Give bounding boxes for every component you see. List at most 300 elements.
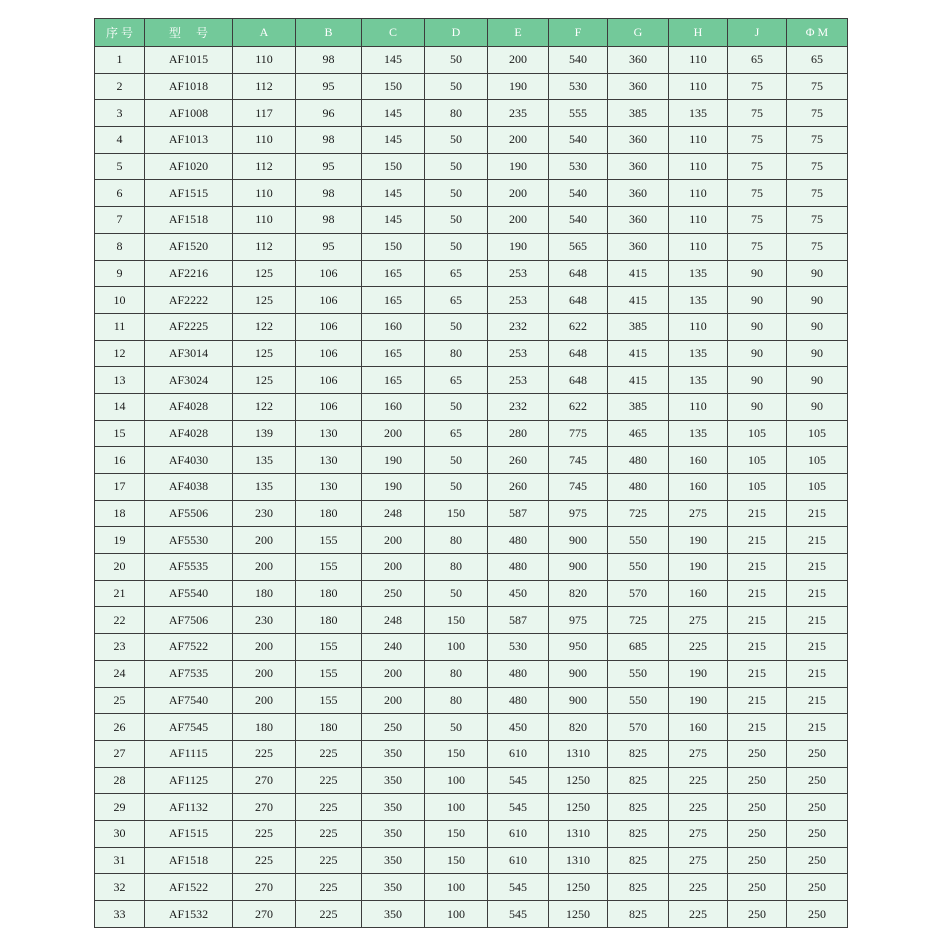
model-cell: AF4028 <box>145 393 233 420</box>
dimension-cell: 540 <box>549 207 608 234</box>
dimension-cell: 90 <box>787 287 848 314</box>
dimension-cell: 190 <box>488 73 549 100</box>
dimension-cell: 240 <box>362 634 425 661</box>
model-cell: AF1522 <box>145 874 233 901</box>
dimension-cell: 190 <box>669 660 728 687</box>
table-row <box>95 500 848 527</box>
dimension-cell: 215 <box>728 634 787 661</box>
table-row <box>95 687 848 714</box>
row-index-cell: 11 <box>95 313 145 340</box>
dimension-cell: 215 <box>728 607 787 634</box>
dimension-cell: 110 <box>233 47 296 74</box>
dimension-cell: 50 <box>425 180 488 207</box>
dimension-cell: 110 <box>233 180 296 207</box>
dimension-cell: 415 <box>608 340 669 367</box>
model-cell: AF3024 <box>145 367 233 394</box>
column-header: 型 号 <box>145 19 233 47</box>
dimension-cell: 110 <box>669 313 728 340</box>
dimension-cell: 230 <box>233 607 296 634</box>
dimension-cell: 50 <box>425 127 488 154</box>
dimension-cell: 180 <box>233 580 296 607</box>
dimension-cell: 275 <box>669 740 728 767</box>
dimension-cell: 275 <box>669 820 728 847</box>
dimension-cell: 50 <box>425 313 488 340</box>
dimension-cell: 160 <box>669 714 728 741</box>
dimension-cell: 225 <box>669 874 728 901</box>
dimension-cell: 190 <box>362 474 425 501</box>
dimension-cell: 145 <box>362 47 425 74</box>
model-cell: AF1015 <box>145 47 233 74</box>
dimension-cell: 232 <box>488 393 549 420</box>
row-index-cell: 8 <box>95 233 145 260</box>
dimension-cell: 65 <box>425 287 488 314</box>
dimension-cell: 775 <box>549 420 608 447</box>
dimension-cell: 190 <box>488 233 549 260</box>
row-index-cell: 23 <box>95 634 145 661</box>
dimension-cell: 90 <box>728 340 787 367</box>
row-index-cell: 17 <box>95 474 145 501</box>
dimension-cell: 110 <box>669 73 728 100</box>
dimension-cell: 110 <box>669 127 728 154</box>
dimension-cell: 648 <box>549 287 608 314</box>
row-index-cell: 16 <box>95 447 145 474</box>
model-cell: AF1532 <box>145 901 233 928</box>
model-cell: AF1013 <box>145 127 233 154</box>
dimension-cell: 215 <box>787 714 848 741</box>
model-cell: AF5535 <box>145 554 233 581</box>
dimension-cell: 275 <box>669 847 728 874</box>
dimension-cell: 145 <box>362 100 425 127</box>
dimension-cell: 545 <box>488 901 549 928</box>
dimension-cell: 745 <box>549 474 608 501</box>
column-header: A <box>233 19 296 47</box>
dimension-cell: 225 <box>296 740 362 767</box>
table-row <box>95 47 848 74</box>
dimension-cell: 225 <box>233 820 296 847</box>
table-row <box>95 527 848 554</box>
row-index-cell: 12 <box>95 340 145 367</box>
dimension-cell: 350 <box>362 794 425 821</box>
dimension-cell: 200 <box>233 527 296 554</box>
row-index-cell: 26 <box>95 714 145 741</box>
dimension-cell: 725 <box>608 500 669 527</box>
dimension-cell: 200 <box>488 207 549 234</box>
dimension-cell: 106 <box>296 260 362 287</box>
table-row <box>95 901 848 928</box>
dimension-cell: 825 <box>608 794 669 821</box>
dimension-cell: 648 <box>549 260 608 287</box>
dimension-cell: 200 <box>488 47 549 74</box>
dimension-cell: 225 <box>296 767 362 794</box>
table-row <box>95 607 848 634</box>
row-index-cell: 10 <box>95 287 145 314</box>
dimension-cell: 110 <box>669 153 728 180</box>
dimension-cell: 105 <box>728 447 787 474</box>
dimension-cell: 230 <box>233 500 296 527</box>
dimension-cell: 112 <box>233 73 296 100</box>
dimension-cell: 150 <box>362 153 425 180</box>
dimension-cell: 155 <box>296 634 362 661</box>
dimension-cell: 270 <box>233 901 296 928</box>
dimension-cell: 80 <box>425 687 488 714</box>
dimension-cell: 150 <box>425 740 488 767</box>
dimension-cell: 200 <box>233 634 296 661</box>
model-cell: AF7506 <box>145 607 233 634</box>
dimension-cell: 112 <box>233 233 296 260</box>
dimension-cell: 90 <box>787 367 848 394</box>
dimension-cell: 555 <box>549 100 608 127</box>
dimension-cell: 75 <box>728 127 787 154</box>
dimension-cell: 98 <box>296 47 362 74</box>
dimension-cell: 248 <box>362 500 425 527</box>
dimension-cell: 135 <box>669 420 728 447</box>
dimension-cell: 250 <box>362 714 425 741</box>
table-row <box>95 233 848 260</box>
dimension-cell: 160 <box>669 447 728 474</box>
dimension-cell: 260 <box>488 447 549 474</box>
table-row <box>95 474 848 501</box>
dimension-cell: 160 <box>669 580 728 607</box>
dimension-cell: 180 <box>233 714 296 741</box>
table-row <box>95 207 848 234</box>
row-index-cell: 13 <box>95 367 145 394</box>
dimension-cell: 80 <box>425 527 488 554</box>
model-cell: AF1115 <box>145 740 233 767</box>
dimension-cell: 130 <box>296 474 362 501</box>
model-cell: AF1008 <box>145 100 233 127</box>
dimension-cell: 100 <box>425 794 488 821</box>
model-cell: AF1515 <box>145 820 233 847</box>
dimension-cell: 350 <box>362 767 425 794</box>
dimension-cell: 622 <box>549 313 608 340</box>
table-row <box>95 580 848 607</box>
dimension-cell: 150 <box>425 607 488 634</box>
dimension-cell: 975 <box>549 500 608 527</box>
dimension-cell: 550 <box>608 527 669 554</box>
dimension-cell: 105 <box>728 474 787 501</box>
dimension-cell: 250 <box>728 820 787 847</box>
dimension-cell: 215 <box>787 660 848 687</box>
dimension-cell: 50 <box>425 580 488 607</box>
dimension-cell: 215 <box>728 580 787 607</box>
spec-table <box>94 18 848 928</box>
row-index-cell: 21 <box>95 580 145 607</box>
row-index-cell: 7 <box>95 207 145 234</box>
dimension-cell: 270 <box>233 794 296 821</box>
dimension-cell: 225 <box>296 874 362 901</box>
dimension-cell: 125 <box>233 367 296 394</box>
dimension-cell: 480 <box>488 554 549 581</box>
table-row <box>95 100 848 127</box>
dimension-cell: 215 <box>787 500 848 527</box>
dimension-cell: 480 <box>488 660 549 687</box>
dimension-cell: 75 <box>728 100 787 127</box>
dimension-cell: 350 <box>362 740 425 767</box>
dimension-cell: 110 <box>233 127 296 154</box>
dimension-cell: 80 <box>425 554 488 581</box>
dimension-cell: 225 <box>296 820 362 847</box>
table-row <box>95 287 848 314</box>
dimension-cell: 90 <box>787 393 848 420</box>
dimension-cell: 75 <box>787 100 848 127</box>
dimension-cell: 75 <box>728 207 787 234</box>
dimension-cell: 250 <box>787 874 848 901</box>
dimension-cell: 540 <box>549 127 608 154</box>
dimension-cell: 215 <box>787 634 848 661</box>
dimension-cell: 215 <box>728 660 787 687</box>
dimension-cell: 50 <box>425 393 488 420</box>
column-header: H <box>669 19 728 47</box>
table-row <box>95 447 848 474</box>
dimension-cell: 250 <box>787 820 848 847</box>
dimension-cell: 270 <box>233 874 296 901</box>
row-index-cell: 32 <box>95 874 145 901</box>
dimension-cell: 90 <box>728 313 787 340</box>
dimension-cell: 250 <box>787 740 848 767</box>
dimension-cell: 225 <box>669 767 728 794</box>
dimension-cell: 975 <box>549 607 608 634</box>
dimension-cell: 135 <box>669 260 728 287</box>
table-row <box>95 794 848 821</box>
dimension-cell: 360 <box>608 233 669 260</box>
table-row <box>95 180 848 207</box>
dimension-cell: 480 <box>488 527 549 554</box>
dimension-cell: 415 <box>608 367 669 394</box>
dimension-cell: 117 <box>233 100 296 127</box>
table-row <box>95 340 848 367</box>
dimension-cell: 215 <box>787 687 848 714</box>
dimension-cell: 80 <box>425 100 488 127</box>
dimension-cell: 253 <box>488 367 549 394</box>
dimension-cell: 50 <box>425 447 488 474</box>
row-index-cell: 27 <box>95 740 145 767</box>
dimension-cell: 225 <box>296 901 362 928</box>
dimension-cell: 65 <box>425 367 488 394</box>
table-row <box>95 767 848 794</box>
dimension-cell: 100 <box>425 634 488 661</box>
dimension-cell: 50 <box>425 714 488 741</box>
dimension-cell: 190 <box>669 687 728 714</box>
dimension-cell: 250 <box>728 794 787 821</box>
dimension-cell: 225 <box>669 901 728 928</box>
dimension-cell: 622 <box>549 393 608 420</box>
dimension-cell: 105 <box>787 474 848 501</box>
dimension-cell: 200 <box>233 554 296 581</box>
dimension-cell: 225 <box>669 794 728 821</box>
dimension-cell: 160 <box>362 313 425 340</box>
dimension-cell: 215 <box>728 500 787 527</box>
dimension-cell: 530 <box>549 153 608 180</box>
row-index-cell: 29 <box>95 794 145 821</box>
dimension-cell: 155 <box>296 527 362 554</box>
dimension-cell: 1250 <box>549 901 608 928</box>
dimension-cell: 248 <box>362 607 425 634</box>
model-cell: AF7545 <box>145 714 233 741</box>
row-index-cell: 1 <box>95 47 145 74</box>
dimension-cell: 275 <box>669 500 728 527</box>
dimension-cell: 200 <box>233 660 296 687</box>
dimension-cell: 540 <box>549 47 608 74</box>
dimension-cell: 150 <box>425 847 488 874</box>
dimension-cell: 50 <box>425 207 488 234</box>
table-row <box>95 740 848 767</box>
dimension-cell: 180 <box>296 500 362 527</box>
dimension-cell: 150 <box>425 820 488 847</box>
dimension-cell: 350 <box>362 847 425 874</box>
dimension-cell: 250 <box>362 580 425 607</box>
model-cell: AF3014 <box>145 340 233 367</box>
row-index-cell: 31 <box>95 847 145 874</box>
dimension-cell: 145 <box>362 127 425 154</box>
dimension-cell: 75 <box>787 207 848 234</box>
dimension-cell: 110 <box>669 180 728 207</box>
dimension-cell: 360 <box>608 47 669 74</box>
dimension-cell: 360 <box>608 153 669 180</box>
dimension-cell: 105 <box>728 420 787 447</box>
dimension-cell: 106 <box>296 340 362 367</box>
table-row <box>95 420 848 447</box>
dimension-cell: 150 <box>362 73 425 100</box>
dimension-cell: 1250 <box>549 874 608 901</box>
dimension-cell: 540 <box>549 180 608 207</box>
table-row <box>95 554 848 581</box>
dimension-cell: 165 <box>362 340 425 367</box>
dimension-cell: 95 <box>296 73 362 100</box>
dimension-cell: 225 <box>233 740 296 767</box>
dimension-cell: 150 <box>425 500 488 527</box>
dimension-cell: 587 <box>488 500 549 527</box>
dimension-cell: 160 <box>669 474 728 501</box>
dimension-cell: 270 <box>233 767 296 794</box>
table-row <box>95 153 848 180</box>
dimension-cell: 200 <box>488 180 549 207</box>
dimension-cell: 900 <box>549 527 608 554</box>
dimension-cell: 155 <box>296 687 362 714</box>
row-index-cell: 9 <box>95 260 145 287</box>
dimension-cell: 350 <box>362 874 425 901</box>
dimension-cell: 130 <box>296 447 362 474</box>
dimension-cell: 90 <box>787 260 848 287</box>
table-row <box>95 714 848 741</box>
dimension-cell: 98 <box>296 207 362 234</box>
row-index-cell: 15 <box>95 420 145 447</box>
row-index-cell: 22 <box>95 607 145 634</box>
dimension-cell: 100 <box>425 767 488 794</box>
dimension-cell: 65 <box>787 47 848 74</box>
dimension-cell: 100 <box>425 901 488 928</box>
row-index-cell: 5 <box>95 153 145 180</box>
model-cell: AF7540 <box>145 687 233 714</box>
dimension-cell: 50 <box>425 233 488 260</box>
table-row <box>95 874 848 901</box>
dimension-cell: 360 <box>608 180 669 207</box>
model-cell: AF5530 <box>145 527 233 554</box>
dimension-cell: 465 <box>608 420 669 447</box>
dimension-cell: 550 <box>608 554 669 581</box>
dimension-cell: 180 <box>296 607 362 634</box>
dimension-cell: 135 <box>233 474 296 501</box>
dimension-cell: 105 <box>787 420 848 447</box>
dimension-cell: 1250 <box>549 767 608 794</box>
dimension-cell: 215 <box>728 687 787 714</box>
dimension-cell: 587 <box>488 607 549 634</box>
dimension-cell: 122 <box>233 313 296 340</box>
dimension-cell: 75 <box>787 127 848 154</box>
column-header: B <box>296 19 362 47</box>
dimension-cell: 50 <box>425 47 488 74</box>
row-index-cell: 18 <box>95 500 145 527</box>
dimension-cell: 200 <box>362 660 425 687</box>
dimension-cell: 50 <box>425 153 488 180</box>
dimension-cell: 825 <box>608 767 669 794</box>
dimension-cell: 80 <box>425 340 488 367</box>
dimension-cell: 110 <box>669 393 728 420</box>
model-cell: AF1520 <box>145 233 233 260</box>
dimension-cell: 950 <box>549 634 608 661</box>
dimension-cell: 225 <box>233 847 296 874</box>
dimension-cell: 165 <box>362 367 425 394</box>
dimension-cell: 139 <box>233 420 296 447</box>
dimension-cell: 250 <box>728 740 787 767</box>
table-row <box>95 660 848 687</box>
dimension-cell: 450 <box>488 580 549 607</box>
dimension-cell: 1310 <box>549 847 608 874</box>
dimension-cell: 125 <box>233 287 296 314</box>
dimension-cell: 160 <box>362 393 425 420</box>
column-header: D <box>425 19 488 47</box>
dimension-cell: 725 <box>608 607 669 634</box>
dimension-cell: 90 <box>728 367 787 394</box>
dimension-cell: 200 <box>362 554 425 581</box>
dimension-cell: 112 <box>233 153 296 180</box>
dimension-cell: 250 <box>787 767 848 794</box>
table-row <box>95 634 848 661</box>
dimension-cell: 106 <box>296 313 362 340</box>
table-row <box>95 367 848 394</box>
dimension-cell: 75 <box>787 180 848 207</box>
column-header: G <box>608 19 669 47</box>
dimension-cell: 190 <box>669 554 728 581</box>
row-index-cell: 14 <box>95 393 145 420</box>
dimension-cell: 200 <box>362 420 425 447</box>
column-header: 序 号 <box>95 19 145 47</box>
dimension-cell: 685 <box>608 634 669 661</box>
dimension-cell: 900 <box>549 554 608 581</box>
dimension-cell: 480 <box>608 474 669 501</box>
dimension-cell: 98 <box>296 127 362 154</box>
model-cell: AF2222 <box>145 287 233 314</box>
dimension-cell: 190 <box>669 527 728 554</box>
model-cell: AF1125 <box>145 767 233 794</box>
dimension-cell: 145 <box>362 207 425 234</box>
dimension-cell: 260 <box>488 474 549 501</box>
dimension-cell: 825 <box>608 740 669 767</box>
dimension-cell: 96 <box>296 100 362 127</box>
dimension-cell: 250 <box>787 901 848 928</box>
dimension-cell: 250 <box>728 901 787 928</box>
dimension-cell: 130 <box>296 420 362 447</box>
dimension-cell: 745 <box>549 447 608 474</box>
dimension-cell: 415 <box>608 287 669 314</box>
dimension-cell: 95 <box>296 153 362 180</box>
dimension-cell: 825 <box>608 820 669 847</box>
dimension-cell: 610 <box>488 820 549 847</box>
dimension-cell: 550 <box>608 660 669 687</box>
dimension-cell: 75 <box>728 73 787 100</box>
dimension-cell: 648 <box>549 367 608 394</box>
row-index-cell: 30 <box>95 820 145 847</box>
dimension-cell: 253 <box>488 340 549 367</box>
